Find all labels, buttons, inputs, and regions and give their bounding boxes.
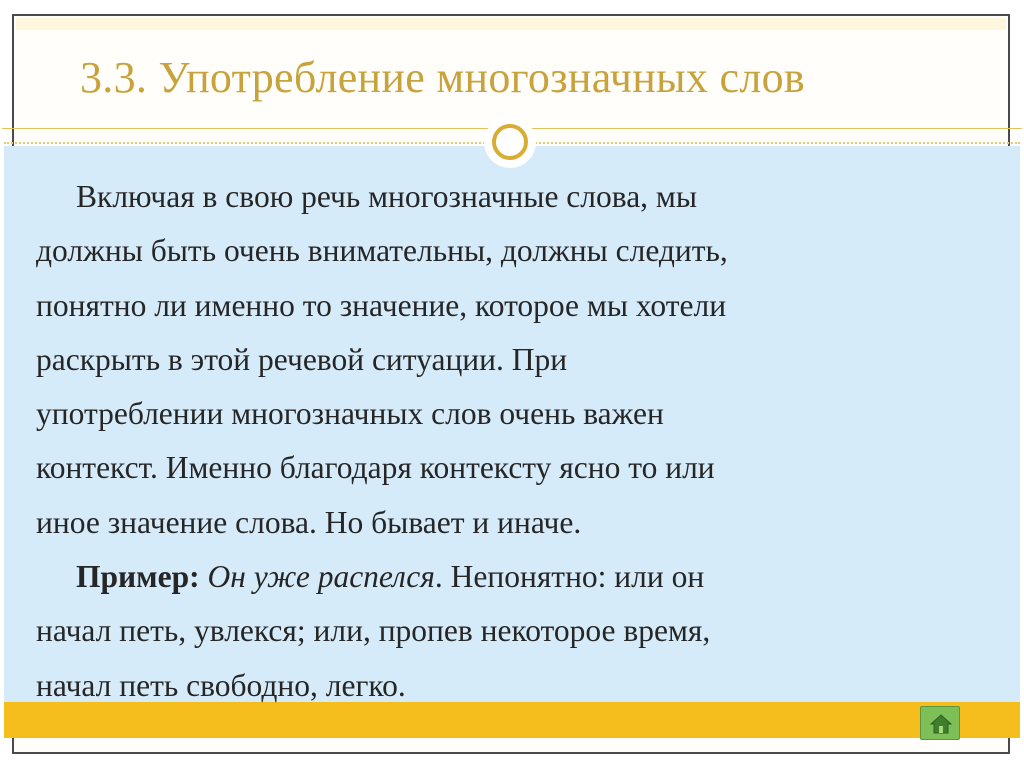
paragraph-line: иное значение слова. Но бывает и иначе.: [36, 504, 582, 540]
example-line: начал петь, увлекся; или, пропев некоторое время,: [36, 613, 711, 649]
ring-ornament: [486, 118, 534, 166]
body-text: [36, 170, 966, 713]
slide-title: 3.3. Употребление многозначных слов: [80, 53, 805, 102]
paragraph-line: употреблении многозначных слов очень важен: [36, 396, 664, 432]
ring-circle: [492, 124, 528, 160]
example-line: [36, 550, 966, 604]
example-rest: . Непонятно: или он: [434, 559, 705, 595]
example-line: начал петь свободно, легко.: [36, 667, 406, 703]
top-strip: [16, 18, 1006, 30]
example-sentence: Он уже распелся: [207, 559, 435, 595]
paragraph-line: Включая в свою речь многозначные слова, мы: [76, 179, 698, 214]
paragraph-line: контекст. Именно благодаря контексту ясно то или: [36, 450, 715, 486]
paragraph-line: должны быть очень внимательны, должны следить,: [36, 233, 728, 269]
paragraph-line: понятно ли именно то значение, которое мы хотели: [36, 287, 727, 323]
paragraph-line: раскрыть в этой речевой ситуации. При: [36, 341, 568, 377]
example-label: Пример:: [76, 559, 200, 595]
home-button[interactable]: [920, 706, 960, 740]
home-icon: [929, 713, 953, 735]
